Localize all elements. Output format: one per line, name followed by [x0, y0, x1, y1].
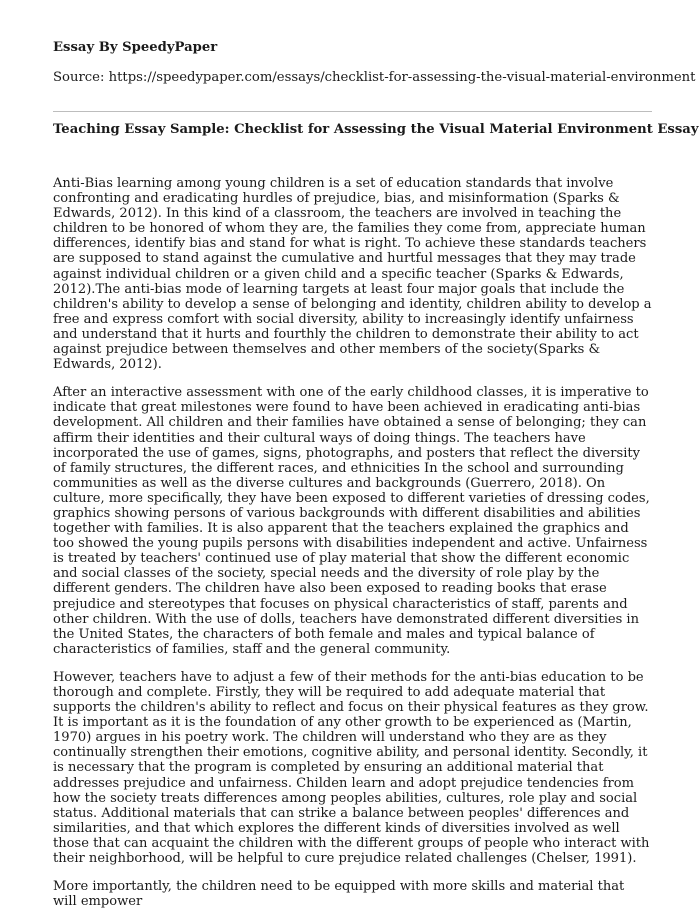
- source-url: Source: https://speedypaper.com/essays/checklist-for-assessing-the-visual-material-environment: [53, 70, 696, 85]
- paragraph-4: More importantly, the children need to be equipped with more skills and material that will empower: [53, 879, 625, 909]
- paragraph-3: However, teachers have to adjust a few of their methods for the anti-bias education to be thorough and complete. Firstly, they will be required to add adequate material that supports the children's ability to reflect and focus on their physical features as they grow. It is important as it is the foundation of any other growth to be experienced as (Martin, 1970) argues in his poetry work. The children will understand who they are as they continually strengthen their emotions, cognitive ability, and personal identity. Secondly, it is necessary that the program is completed by ensuring an additional material that addresses prejudice and unfairness. Childen learn and adopt prejudice tendencies from how the society treats differences among peoples abilities, cultures, role play and social status. Additional materials that can strike a balance between peoples' differences and similarities, and that which explores the different kinds of diversities involved as well those that can acquaint the children with the different groups of people who interact with their neighborhood, will be helpful to cure prejudice related challenges (Chelser, 1991).: [53, 669, 650, 867]
- brand-heading: Essay By SpeedyPaper: [53, 40, 218, 55]
- essay-body: [53, 176, 652, 909]
- paragraph-1: Anti-Bias learning among young children is a set of education standards that involve confronting and eradicating hurdles of prejudice, bias, and misinformation (Sparks & Edwards, 2012). In this kind of a classroom, the teachers are involved in teaching the children to be honored of whom they are, the families they come from, appreciate human differences, identify bias and stand for what is right. To achieve these standards teachers are supposed to stand against the cumulative and hurtful messages that they may trade against individual children or a given child and a specific teacher (Sparks & Edwards, 2012).The anti-bias mode of learning targets at least four major goals that include the children's ability to develop a sense of belonging and identity, children ability to develop a free and express comfort with social diversity, ability to increasingly identify unfairness and understand that it hurts and fourthly the children to demonstrate their ability to act against prejudice between themselves and other members of the society(Sparks & Edwards, 2012).: [53, 176, 652, 373]
- divider: [53, 111, 652, 112]
- paragraph-2: After an interactive assessment with one of the early childhood classes, it is imperative to indicate that great milestones were found to have been achieved in eradicating anti-bias development. All children and their families have obtained a sense of belonging; they can affirm their identities and their cultural ways of doing things. The teachers have incorporated the use of games, signs, photographs, and posters that reflect the diversity of family structures, the different races, and ethnicities In the school and surrounding communities as well as the diverse cultures and backgrounds (Guerrero, 2018). On culture, more specifically, they have been exposed to different varieties of dressing codes, graphics showing persons of various backgrounds with different disabilities and abilities together with families. It is also apparent that the teachers explained the graphics and too showed the young pupils persons with disabilities independent and active. Unfairness is treated by teachers' continued use of play material that show the different economic and social classes of the society, special needs and the diversity of role play by the different genders. The children have also been exposed to reading books that erase prejudice and stereotypes that focuses on physical characteristics of staff, parents and other children. With the use of dolls, teachers have demonstrated different diversities in the United States, the characters of both female and males and typical balance of characteristics of families, staff and the general community.: [53, 385, 650, 657]
- essay-title: Teaching Essay Sample: Checklist for Assessing the Visual Material Environment Essay: [53, 122, 699, 137]
